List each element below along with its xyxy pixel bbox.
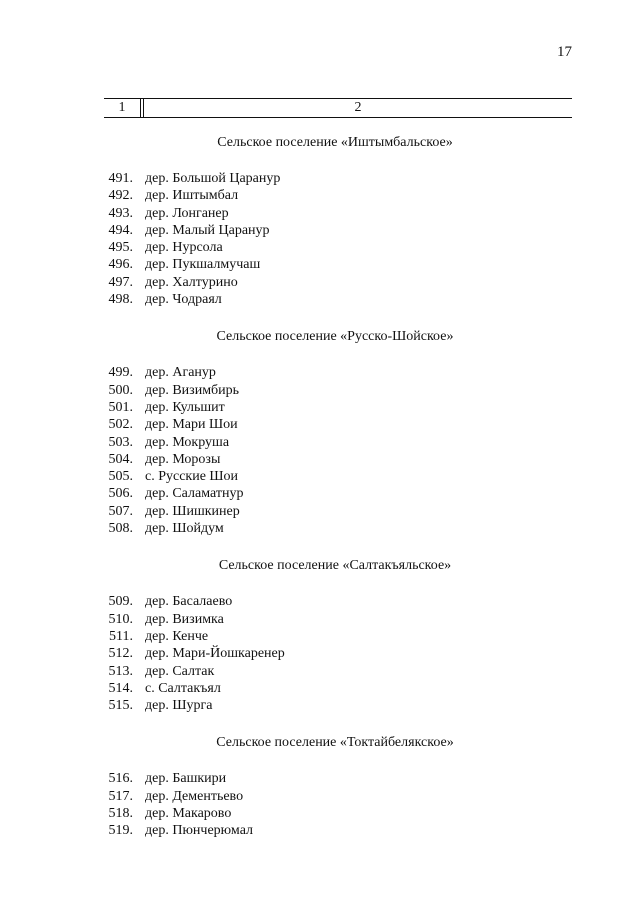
entry-list [0,770,640,839]
entry-list [0,170,640,308]
section-title: Сельское поселение «Русско-Шойское» [216,329,454,345]
entry-number: 503. [108,434,133,450]
list-item [0,434,640,451]
list-item [0,805,640,822]
entry-number: 493. [108,205,133,221]
entry-name: дер. Аганур [145,365,216,381]
section-title: Сельское поселение «Иштымбальское» [217,135,453,150]
list-item [0,399,640,416]
entry-number: 510. [108,611,133,627]
entry-name: дер. Мари Шои [145,417,238,433]
entry-name: дер. Морозы [145,451,221,467]
entry-number: 502. [108,417,133,433]
list-item [0,680,640,697]
entry-number: 513. [108,663,133,679]
list-item [0,364,640,381]
list-item [0,291,640,308]
entry-name: дер. Шурга [145,698,213,714]
entry-number: 506. [108,486,133,502]
document-body [0,134,640,860]
entry-number: 494. [108,222,133,238]
entry-name: дер. Пюнчерюмал [145,823,254,839]
entry-number: 519. [108,823,133,839]
list-item [0,485,640,502]
list-item [0,697,640,714]
list-item [0,788,640,805]
entry-name: дер. Малый Царанур [145,222,270,238]
entry-name: с. Салтакъял [145,680,221,696]
list-item [0,628,640,645]
entry-name: дер. Мокруша [145,434,230,450]
section-ishtymbalskoe [0,134,640,308]
list-item [0,770,640,787]
section-toktaybelyakskoe [0,734,640,839]
section-title: Сельское поселение «Салтакъяльское» [218,558,452,574]
list-item [0,645,640,662]
entry-number: 498. [108,292,133,308]
list-item [0,451,640,468]
entry-name: дер. Визимка [145,611,224,627]
entry-name: дер. Пукшалмучаш [145,257,261,273]
entry-name: дер. Кульшит [145,399,225,415]
entry-number: 496. [108,257,133,273]
section-title: Сельское поселение «Токтайбелякское» [216,735,454,751]
entry-number: 501. [108,399,133,415]
list-item [0,468,640,485]
list-item [0,222,640,239]
entry-number: 509. [108,594,133,610]
entry-number: 492. [108,188,133,204]
entry-list [0,364,640,537]
entry-name: дер. Большой Царанур [145,171,281,186]
entry-name: дер. Саламатнур [145,486,244,502]
entry-name: дер. Басалаево [145,594,233,610]
entry-number: 495. [108,240,133,256]
entry-number: 508. [108,521,133,537]
entry-number: 500. [108,382,133,398]
entry-name: дер. Лонганер [145,205,229,221]
list-item [0,416,640,433]
list-item [0,256,640,273]
entry-number: 516. [108,771,133,787]
table-header-col2: 2 [354,100,362,115]
entry-number: 514. [108,680,133,696]
entry-number: 511. [109,628,133,644]
entry-name: дер. Мари-Йошкаренер [145,646,285,662]
list-item [0,187,640,204]
entry-number: 518. [108,806,133,822]
list-item [0,593,640,610]
list-item [0,274,640,291]
list-item [0,822,640,839]
entry-name: дер. Башкири [145,771,227,787]
entry-number: 497. [108,274,133,290]
entry-name: дер. Халтурино [145,274,238,290]
entry-name: дер. Шойдум [145,521,224,537]
page-number: 17 [557,44,572,60]
list-item [0,611,640,628]
list-item [0,503,640,520]
entry-number: 515. [108,698,133,714]
entry-number: 512. [108,646,133,662]
entry-name: дер. Дементьево [145,788,244,804]
entry-number: 491. [108,171,133,186]
entry-name: дер. Макарово [145,806,232,822]
list-item [0,170,640,187]
list-item [0,239,640,256]
entry-name: дер. Чодраял [145,292,222,308]
entry-name: дер. Визимбирь [145,382,240,398]
table-header [104,98,572,118]
table-header-col1: 1 [104,99,141,117]
list-item [0,520,640,537]
entry-number: 505. [108,469,133,485]
entry-number: 504. [108,451,133,467]
entry-number: 517. [108,788,133,804]
entry-list [0,593,640,714]
entry-name: дер. Кенче [145,628,209,644]
entry-number: 499. [108,365,133,381]
entry-name: дер. Салтак [145,663,215,679]
entry-name: дер. Иштымбал [145,188,239,204]
entry-name: дер. Нурсола [145,240,223,256]
list-item [0,205,640,222]
section-russko-shoyskoe [0,328,640,537]
entry-number: 507. [108,503,133,519]
section-saltakyalskoe [0,557,640,714]
entry-name: дер. Шишкинер [145,503,240,519]
list-item [0,663,640,680]
list-item [0,382,640,399]
entry-name: с. Русские Шои [145,469,239,485]
